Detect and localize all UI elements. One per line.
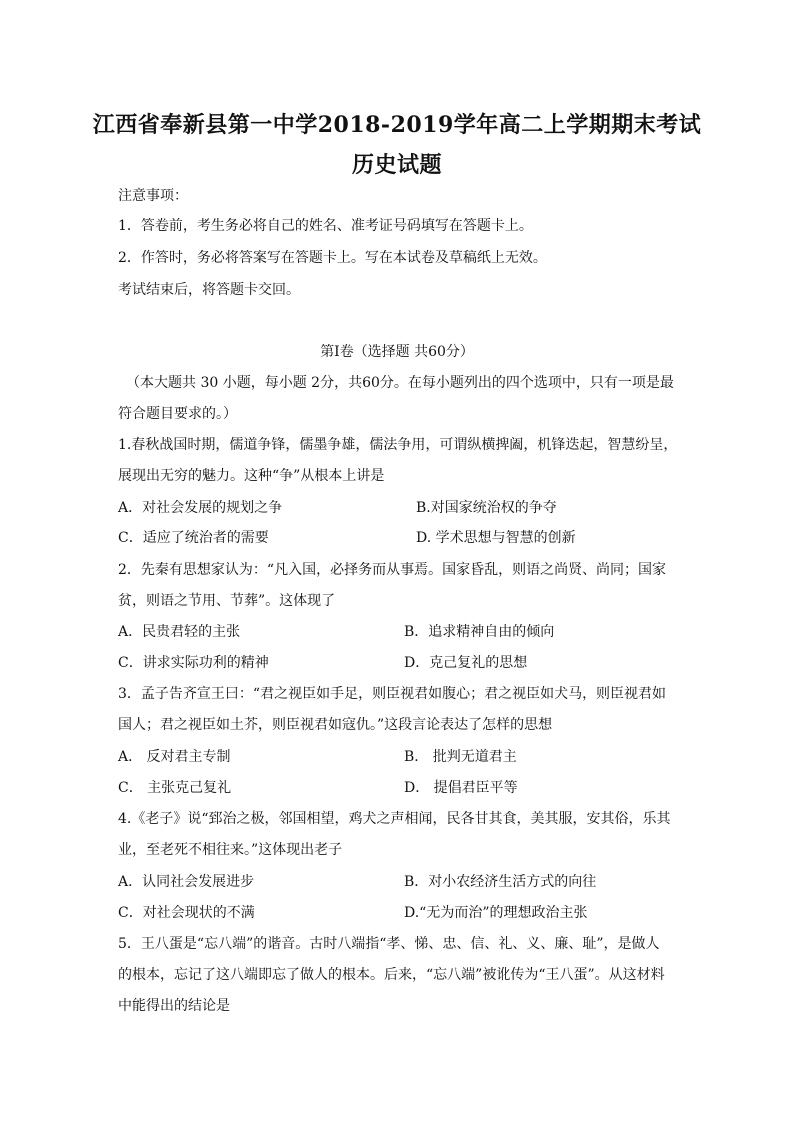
option-b: B．追求精神自由的倾向 [404, 624, 555, 640]
option-c: C．适应了统治者的需要 [118, 530, 269, 546]
question-stem: 中能得出的结论是 [118, 998, 230, 1014]
question-stem: 业，至老死不相往来。”这体现出老子 [118, 842, 343, 858]
option-b: B.对国家统治权的争夺 [416, 500, 557, 516]
exam-title: 江西省奉新县第一中学2018-2019学年高二上学期期末考试 [92, 112, 702, 138]
option-b: B．对小农经济生活方式的向往 [404, 874, 597, 890]
option-c: C．讲求实际功利的精神 [118, 655, 269, 671]
option-a: A． 反对君主专制 [118, 749, 231, 765]
question-stem: 4.《老子》说“郅治之极，邻国相望，鸡犬之声相闻，民各甘其食，美其服，安其俗，乐其 [118, 811, 671, 827]
notes-item: 考试结束后，将答题卡交回。 [118, 282, 300, 298]
option-b: B． 批判无道君主 [404, 749, 517, 765]
option-a: A．认同社会发展进步 [118, 874, 255, 890]
question-stem: 3．孟子告齐宣王曰：“君之视臣如手足，则臣视君如腹心；君之视臣如犬马，则臣视君如 [118, 686, 667, 702]
option-d: D． 提倡君臣平等 [404, 780, 518, 796]
option-d: D. 学术思想与智慧的创新 [416, 530, 576, 546]
section-instruction: 符合题目要求的。） [118, 406, 237, 422]
notes-heading: 注意事项： [118, 188, 188, 204]
section-heading: 第Ⅰ卷（选择题 共60分） [320, 344, 474, 360]
question-stem: 1.春秋战国时期，儒道争锋，儒墨争雄，儒法争用，可谓纵横捭阖，机锋迭起，智慧纷呈， [118, 437, 678, 453]
question-stem: 的根本，忘记了这八端即忘了做人的根本。后来，“忘八端”被讹传为“王八蛋”。从这材料 [118, 967, 665, 983]
option-d: D．克己复礼的思想 [404, 655, 528, 671]
question-stem: 贫，则语之节用、节葬”。这体现了 [118, 593, 336, 609]
option-c: C．对社会现状的不满 [118, 905, 255, 921]
question-stem: 5．王八蛋是“忘八端”的谐音。古时八端指“孝、悌、忠、信、礼、义、廉、耻”，是做人 [118, 936, 660, 952]
option-a: A．对社会发展的规划之争 [118, 500, 283, 516]
notes-item: 1．答卷前，考生务必将自己的姓名、准考证号码填写在答题卡上。 [118, 218, 533, 234]
option-c: C． 主张克己复礼 [118, 780, 232, 796]
question-stem: 国人；君之视臣如土芥，则臣视君如寇仇。”这段言论表达了怎样的思想 [118, 717, 553, 733]
section-instruction: （本大题共 30 小题，每小题 2分，共60分。在每小题列出的四个选项中，只有一项是最 [126, 375, 674, 391]
question-stem: 展现出无穷的魅力。这种“争”从根本上讲是 [118, 468, 385, 484]
notes-item: 2．作答时，务必将答案写在答题卡上。写在本试卷及草稿纸上无效。 [118, 250, 547, 266]
question-stem: 2．先秦有思想家认为：“凡入国，必择务而从事焉。国家昏乱，则语之尚贤、尚同；国家 [118, 562, 667, 578]
option-a: A．民贵君轻的主张 [118, 624, 241, 640]
option-d: D.“无为而治”的理想政治主张 [404, 905, 588, 921]
exam-subtitle: 历史试题 [351, 152, 442, 178]
